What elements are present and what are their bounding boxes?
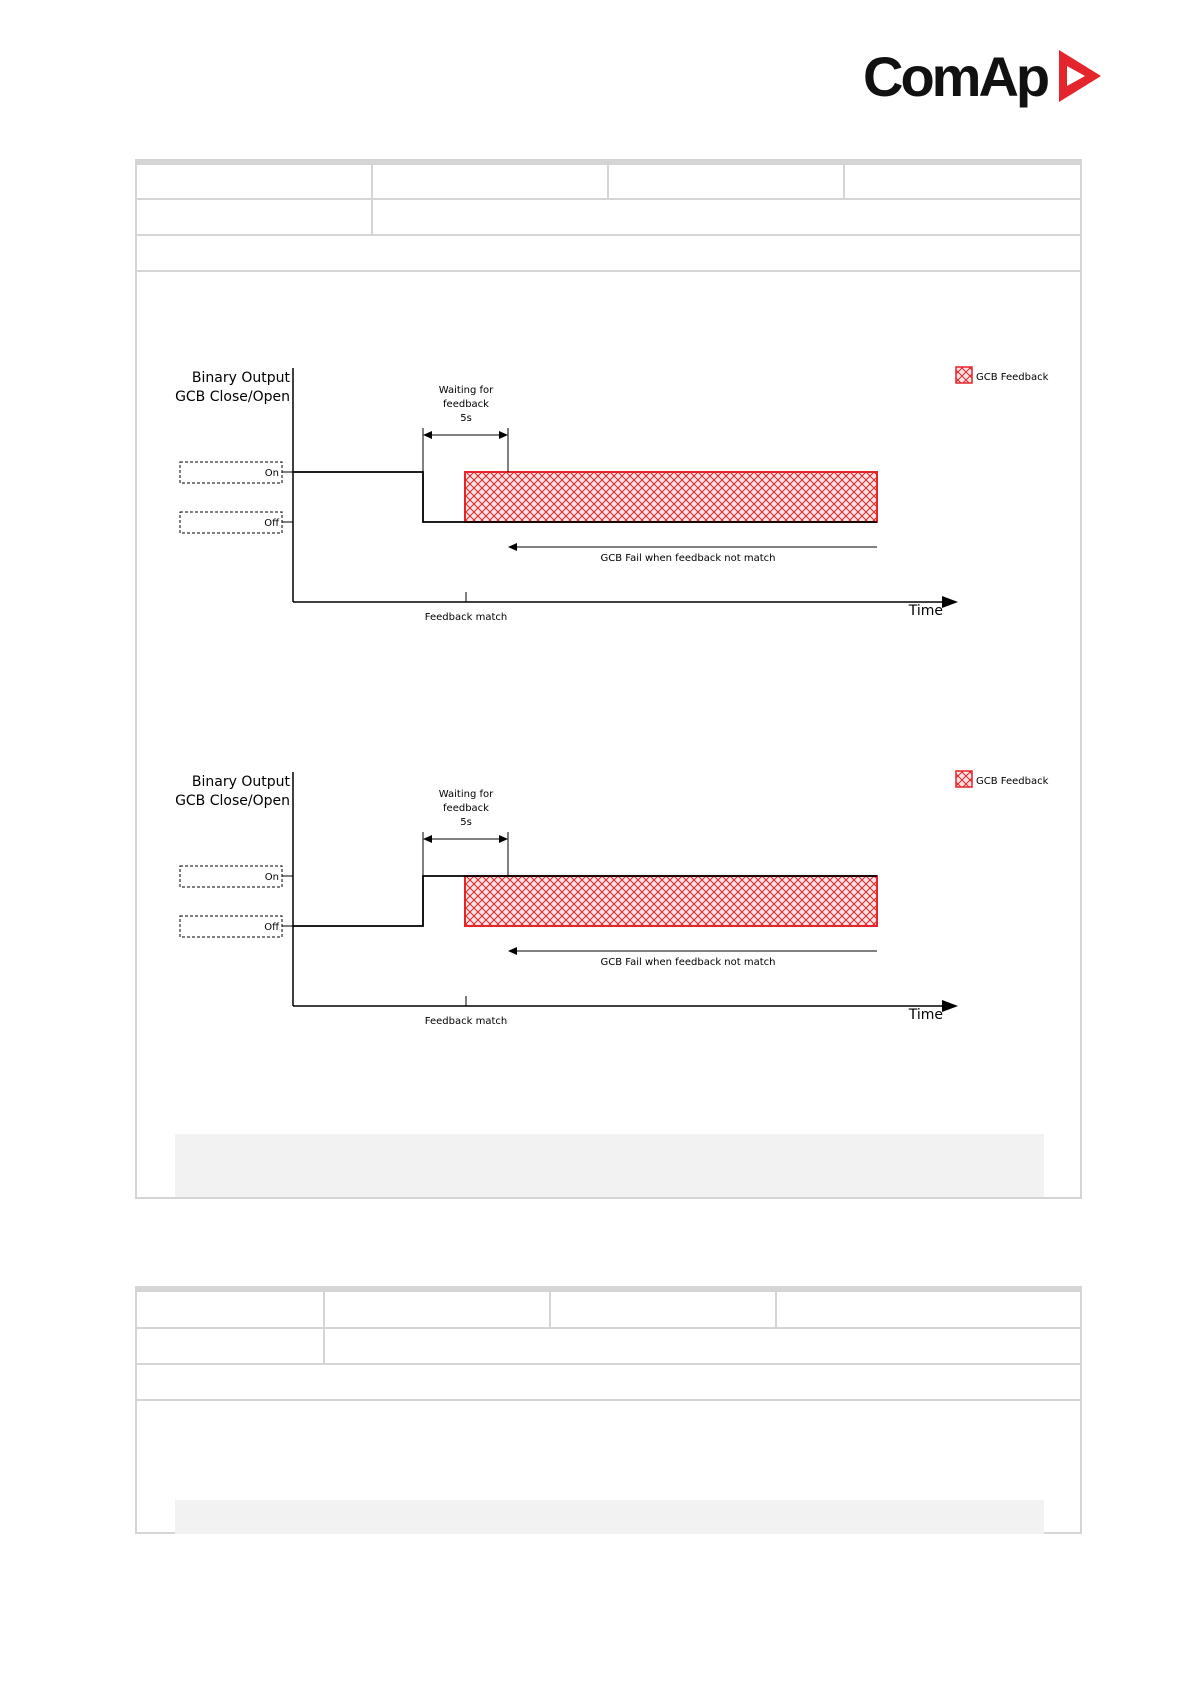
on-level-label: On	[264, 872, 279, 883]
note-box	[175, 1500, 1044, 1534]
table-cell	[551, 1292, 777, 1327]
parameter-table-2	[135, 1286, 1082, 1534]
table-cell	[137, 1292, 325, 1327]
table-cell	[777, 1292, 1080, 1327]
timing-diagram-second	[170, 764, 1070, 1044]
legend-swatch	[956, 367, 972, 383]
logo-text: ComAp	[863, 45, 1048, 108]
wait-arrow-right	[499, 835, 508, 843]
fail-label: GCB Fail when feedback not match	[600, 553, 776, 564]
legend-label: GCB Feedback	[976, 776, 1049, 787]
comap-logo	[863, 44, 1113, 110]
wait-label-line2: feedback	[443, 803, 489, 814]
y-axis-label-line2: GCB Close/Open	[175, 793, 290, 809]
fail-label: GCB Fail when feedback not match	[600, 957, 776, 968]
wait-arrow-left	[423, 431, 432, 439]
off-level-label: Off	[264, 922, 279, 933]
table-row-header	[137, 165, 1080, 200]
wait-label-line3: 5s	[460, 413, 472, 424]
wait-label-line2: feedback	[443, 399, 489, 410]
wait-arrow-left	[423, 835, 432, 843]
table-row-content	[137, 1401, 1080, 1534]
wait-label-line1: Waiting for	[438, 789, 494, 800]
wait-arrow-right	[499, 431, 508, 439]
table-row-info	[137, 200, 1080, 236]
logo-arrow-icon	[1055, 48, 1103, 104]
x-axis-arrow	[942, 1000, 958, 1012]
legend-label: GCB Feedback	[976, 372, 1049, 383]
table-row-description	[137, 1365, 1080, 1401]
table-cell	[137, 200, 373, 234]
note-box	[175, 1134, 1044, 1197]
x-axis-arrow	[942, 596, 958, 608]
time-label: Time	[908, 1007, 943, 1023]
gcb-feedback-area	[465, 876, 877, 926]
time-label: Time	[908, 603, 943, 619]
y-axis-label-line1: Binary Output	[191, 370, 290, 386]
fail-arrow-head	[508, 947, 517, 955]
table-row-header	[137, 1292, 1080, 1329]
feedback-match-label: Feedback match	[424, 612, 508, 623]
legend-swatch	[956, 771, 972, 787]
feedback-match-label: Feedback match	[424, 1016, 508, 1027]
table-cell	[137, 1329, 325, 1363]
table-cell	[845, 165, 1080, 198]
y-axis-label-line2: GCB Close/Open	[175, 389, 290, 405]
on-level-label: On	[264, 468, 279, 479]
y-axis-label-line1: Binary Output	[191, 774, 290, 790]
gcb-feedback-area	[465, 472, 877, 522]
table-cell	[609, 165, 845, 198]
table-row-description	[137, 236, 1080, 272]
table-row-info	[137, 1329, 1080, 1365]
table-cell	[373, 165, 609, 198]
table-cell	[137, 165, 373, 198]
wait-label-line1: Waiting for	[438, 385, 494, 396]
off-level-label: Off	[264, 518, 279, 529]
timing-diagram-first	[170, 360, 1070, 640]
wait-label-line3: 5s	[460, 817, 472, 828]
fail-arrow-head	[508, 543, 517, 551]
table-cell	[325, 1292, 551, 1327]
